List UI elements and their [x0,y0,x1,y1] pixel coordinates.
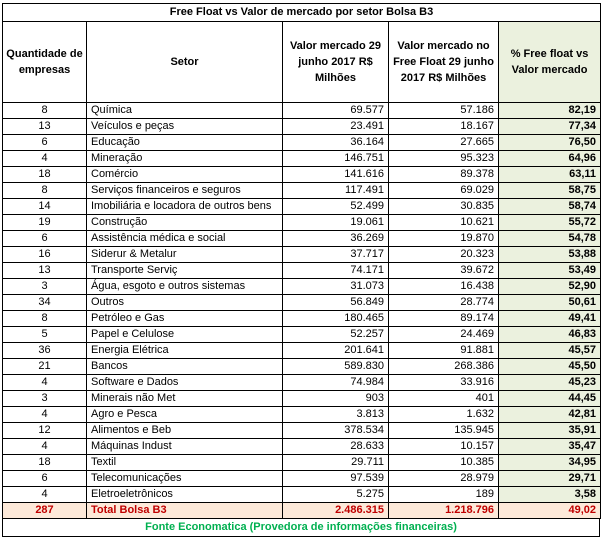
cell-market-value: 3.813 [283,407,389,423]
cell-qty: 36 [3,343,87,359]
cell-qty: 14 [3,199,87,215]
cell-sector: Construção [87,215,283,231]
cell-qty: 4 [3,439,87,455]
cell-market-value: 97.539 [283,471,389,487]
table-row [3,167,601,183]
cell-qty: 8 [3,183,87,199]
cell-pct: 77,34 [499,119,601,135]
cell-market-value: 201.641 [283,343,389,359]
table-row [3,215,601,231]
header-pct: % Free float vs Valor mercado [499,22,601,103]
cell-free-float-value: 16.438 [389,279,499,295]
cell-market-value: 117.491 [283,183,389,199]
cell-pct: 29,71 [499,471,601,487]
cell-free-float-value: 268.386 [389,359,499,375]
table-row [3,231,601,247]
cell-free-float-value: 18.167 [389,119,499,135]
cell-market-value: 146.751 [283,151,389,167]
cell-sector: Comércio [87,167,283,183]
header-qty: Quantidade de empresas [3,22,87,103]
cell-sector: Máquinas Indust [87,439,283,455]
cell-pct: 3,58 [499,487,601,503]
cell-pct: 58,75 [499,183,601,199]
cell-free-float-value: 30.835 [389,199,499,215]
table-row [3,263,601,279]
table-row [3,407,601,423]
cell-qty: 13 [3,119,87,135]
table-row [3,247,601,263]
cell-qty: 6 [3,471,87,487]
table-row [3,375,601,391]
cell-free-float-value: 24.469 [389,327,499,343]
table-row [3,279,601,295]
cell-sector: Assistência médica e social [87,231,283,247]
cell-market-value: 903 [283,391,389,407]
cell-free-float-value: 19.870 [389,231,499,247]
table-row [3,359,601,375]
cell-pct: 46,83 [499,327,601,343]
cell-sector: Total Bolsa B3 [87,503,283,519]
cell-pct: 44,45 [499,391,601,407]
cell-qty: 13 [3,263,87,279]
cell-free-float-value: 89.174 [389,311,499,327]
cell-free-float-value: 27.665 [389,135,499,151]
cell-qty: 6 [3,231,87,247]
cell-free-float-value: 10.621 [389,215,499,231]
cell-free-float-value: 28.774 [389,295,499,311]
cell-sector: Transporte Serviç [87,263,283,279]
cell-market-value: 74.984 [283,375,389,391]
cell-qty: 21 [3,359,87,375]
cell-pct: 49,41 [499,311,601,327]
cell-qty: 18 [3,455,87,471]
cell-free-float-value: 20.323 [389,247,499,263]
cell-pct: 82,19 [499,103,601,119]
header-sector: Setor [87,22,283,103]
cell-pct: 55,72 [499,215,601,231]
cell-sector: Serviços financeiros e seguros [87,183,283,199]
cell-market-value: 5.275 [283,487,389,503]
cell-sector: Alimentos e Beb [87,423,283,439]
cell-qty: 287 [3,503,87,519]
table-row [3,343,601,359]
cell-pct: 64,96 [499,151,601,167]
cell-sector: Educação [87,135,283,151]
total-row [3,503,601,519]
cell-qty: 3 [3,391,87,407]
cell-sector: Água, esgoto e outros sistemas [87,279,283,295]
cell-market-value: 378.534 [283,423,389,439]
cell-market-value: 180.465 [283,311,389,327]
cell-sector: Outros [87,295,283,311]
table-row [3,151,601,167]
cell-free-float-value: 10.157 [389,439,499,455]
cell-free-float-value: 39.672 [389,263,499,279]
cell-sector: Minerais não Met [87,391,283,407]
cell-sector: Textil [87,455,283,471]
table-row [3,423,601,439]
header-market-value: Valor mercado 29 junho 2017 R$ Milhões [283,22,389,103]
header-row [3,22,601,103]
cell-market-value: 56.849 [283,295,389,311]
cell-market-value: 52.257 [283,327,389,343]
cell-free-float-value: 1.632 [389,407,499,423]
cell-pct: 50,61 [499,295,601,311]
cell-free-float-value: 10.385 [389,455,499,471]
cell-pct: 76,50 [499,135,601,151]
cell-pct: 54,78 [499,231,601,247]
cell-sector: Bancos [87,359,283,375]
cell-market-value: 36.269 [283,231,389,247]
header-free-float-value: Valor mercado no Free Float 29 junho 2017 R$ Milhões [389,22,499,103]
cell-qty: 5 [3,327,87,343]
cell-pct: 34,95 [499,455,601,471]
cell-sector: Mineração [87,151,283,167]
cell-free-float-value: 95.323 [389,151,499,167]
cell-sector: Telecomunicações [87,471,283,487]
table-row [3,439,601,455]
cell-market-value: 29.711 [283,455,389,471]
table-row [3,119,601,135]
cell-pct: 45,57 [499,343,601,359]
table-row [3,487,601,503]
cell-qty: 4 [3,375,87,391]
cell-pct: 35,47 [499,439,601,455]
cell-free-float-value: 89.378 [389,167,499,183]
table-title: Free Float vs Valor de mercado por setor Bolsa B3 [3,4,601,22]
cell-sector: Siderur & Metalur [87,247,283,263]
cell-free-float-value: 1.218.796 [389,503,499,519]
table-row [3,295,601,311]
cell-sector: Software e Dados [87,375,283,391]
cell-qty: 8 [3,103,87,119]
cell-market-value: 37.717 [283,247,389,263]
cell-pct: 58,74 [499,199,601,215]
cell-sector: Petróleo e Gas [87,311,283,327]
cell-market-value: 28.633 [283,439,389,455]
cell-pct: 45,23 [499,375,601,391]
table-row [3,199,601,215]
source-note: Fonte Economatica (Provedora de informações financeiras) [2,519,600,537]
cell-market-value: 2.486.315 [283,503,389,519]
cell-qty: 4 [3,407,87,423]
cell-free-float-value: 28.979 [389,471,499,487]
cell-market-value: 589.830 [283,359,389,375]
cell-sector: Papel e Celulose [87,327,283,343]
cell-pct: 35,91 [499,423,601,439]
cell-pct: 53,88 [499,247,601,263]
cell-pct: 45,50 [499,359,601,375]
cell-qty: 16 [3,247,87,263]
cell-pct: 53,49 [499,263,601,279]
table-row [3,135,601,151]
table-row [3,327,601,343]
cell-sector: Eletroeletrônicos [87,487,283,503]
cell-free-float-value: 401 [389,391,499,407]
cell-qty: 34 [3,295,87,311]
cell-qty: 8 [3,311,87,327]
cell-market-value: 141.616 [283,167,389,183]
cell-free-float-value: 91.881 [389,343,499,359]
cell-pct: 52,90 [499,279,601,295]
cell-free-float-value: 69.029 [389,183,499,199]
cell-free-float-value: 57.186 [389,103,499,119]
cell-qty: 18 [3,167,87,183]
cell-qty: 12 [3,423,87,439]
cell-pct: 42,81 [499,407,601,423]
cell-qty: 4 [3,487,87,503]
cell-free-float-value: 33.916 [389,375,499,391]
cell-market-value: 69.577 [283,103,389,119]
cell-qty: 6 [3,135,87,151]
free-float-table [2,3,601,519]
cell-market-value: 23.491 [283,119,389,135]
table-row [3,391,601,407]
cell-free-float-value: 189 [389,487,499,503]
cell-market-value: 52.499 [283,199,389,215]
cell-qty: 3 [3,279,87,295]
cell-free-float-value: 135.945 [389,423,499,439]
cell-qty: 4 [3,151,87,167]
table-row [3,311,601,327]
spreadsheet [2,3,600,537]
cell-qty: 19 [3,215,87,231]
table-row [3,103,601,119]
cell-pct: 63,11 [499,167,601,183]
cell-market-value: 74.171 [283,263,389,279]
cell-sector: Veículos e peças [87,119,283,135]
table-row [3,183,601,199]
table-row [3,455,601,471]
table-row [3,471,601,487]
cell-sector: Imobiliária e locadora de outros bens [87,199,283,215]
cell-sector: Agro e Pesca [87,407,283,423]
cell-market-value: 31.073 [283,279,389,295]
cell-market-value: 36.164 [283,135,389,151]
cell-sector: Química [87,103,283,119]
cell-pct: 49,02 [499,503,601,519]
cell-sector: Energia Elétrica [87,343,283,359]
cell-market-value: 19.061 [283,215,389,231]
